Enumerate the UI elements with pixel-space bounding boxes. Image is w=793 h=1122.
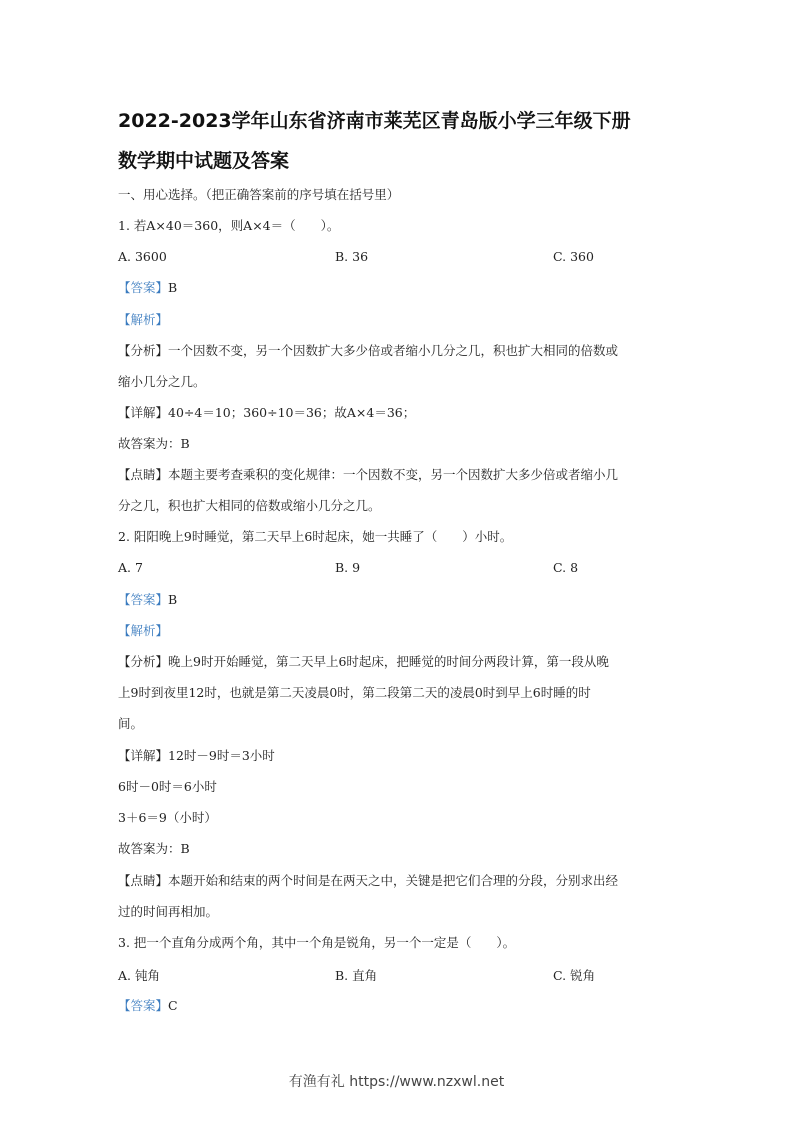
q2-line: 6时－0时＝6小时 (118, 779, 217, 794)
answer-tag: 【答案】 (118, 998, 169, 1013)
q1-line: 分之几，积也扩大相同的倍数或缩小几分之几。 (118, 498, 381, 513)
q2-line: 【详解】12时－9时＝3小时 (118, 748, 275, 763)
answer-value: C (168, 998, 178, 1013)
answer-tag: 【答案】 (118, 280, 169, 295)
doc-title-line-1: 2022-2023学年山东省济南市莱芜区青岛版小学三年级下册 (118, 110, 631, 132)
answer-tag: 【答案】 (118, 592, 169, 607)
q1-line: 故答案为：B (118, 436, 190, 451)
section-heading: 一、用心选择。（把正确答案前的序号填在括号里） (118, 187, 400, 202)
q3-stem: 3. 把一个直角分成两个角，其中一个角是锐角，另一个一定是（ ）。 (118, 935, 516, 950)
q2-option-b: B. 9 (335, 560, 361, 575)
footer-watermark: 有渔有礼 https://www.nzxwl.net (288, 1074, 505, 1090)
q2-line: 3＋6＝9（小时） (118, 810, 217, 825)
q3-option-b: B. 直角 (335, 968, 378, 983)
doc-title-line-2: 数学期中试题及答案 (118, 150, 290, 172)
answer-value: B (168, 280, 178, 295)
q2-line: 故答案为：B (118, 841, 190, 856)
q1-option-b: B. 36 (335, 249, 369, 264)
q1-line: 缩小几分之几。 (118, 374, 206, 389)
q2-analysis-tag: 【解析】 (118, 623, 169, 638)
q3-option-c: C. 锐角 (553, 968, 596, 983)
q3-option-a: A. 钝角 (118, 968, 160, 983)
q3-answer (118, 998, 178, 1014)
q2-stem: 2. 阳阳晚上9时睡觉，第二天早上6时起床，她一共睡了（ ）小时。 (118, 529, 513, 544)
q1-stem: 1. 若A×40＝360，则A×4＝（ ）。 (118, 218, 340, 233)
q1-option-c: C. 360 (553, 249, 594, 264)
q2-option-a: A. 7 (118, 560, 143, 575)
q2-line: 过的时间再相加。 (118, 904, 219, 919)
q2-line: 【分析】晚上9时开始睡觉，第二天早上6时起床，把睡觉的时间分两段计算，第一段从晚 (118, 654, 609, 669)
q1-answer (118, 280, 177, 296)
q1-line: 【点睛】本题主要考查乘积的变化规律：一个因数不变，另一个因数扩大多少倍或者缩小几 (118, 467, 619, 482)
q2-line: 【点睛】本题开始和结束的两个时间是在两天之中，关键是把它们合理的分段，分别求出经 (118, 873, 619, 888)
q2-answer (118, 592, 177, 608)
q2-line: 上9时到夜里12时，也就是第二天凌晨0时，第二段第二天的凌晨0时到早上6时睡的时 (118, 685, 591, 700)
q2-option-c: C. 8 (553, 560, 579, 575)
q1-analysis-tag: 【解析】 (118, 312, 169, 327)
q1-line: 【详解】40÷4＝10；360÷10＝36；故A×4＝36； (118, 405, 416, 420)
q2-line: 间。 (118, 716, 144, 731)
q1-line: 【分析】一个因数不变，另一个因数扩大多少倍或者缩小几分之几，积也扩大相同的倍数或 (118, 343, 619, 358)
q1-option-a: A. 3600 (118, 249, 167, 264)
answer-value: B (168, 592, 178, 607)
